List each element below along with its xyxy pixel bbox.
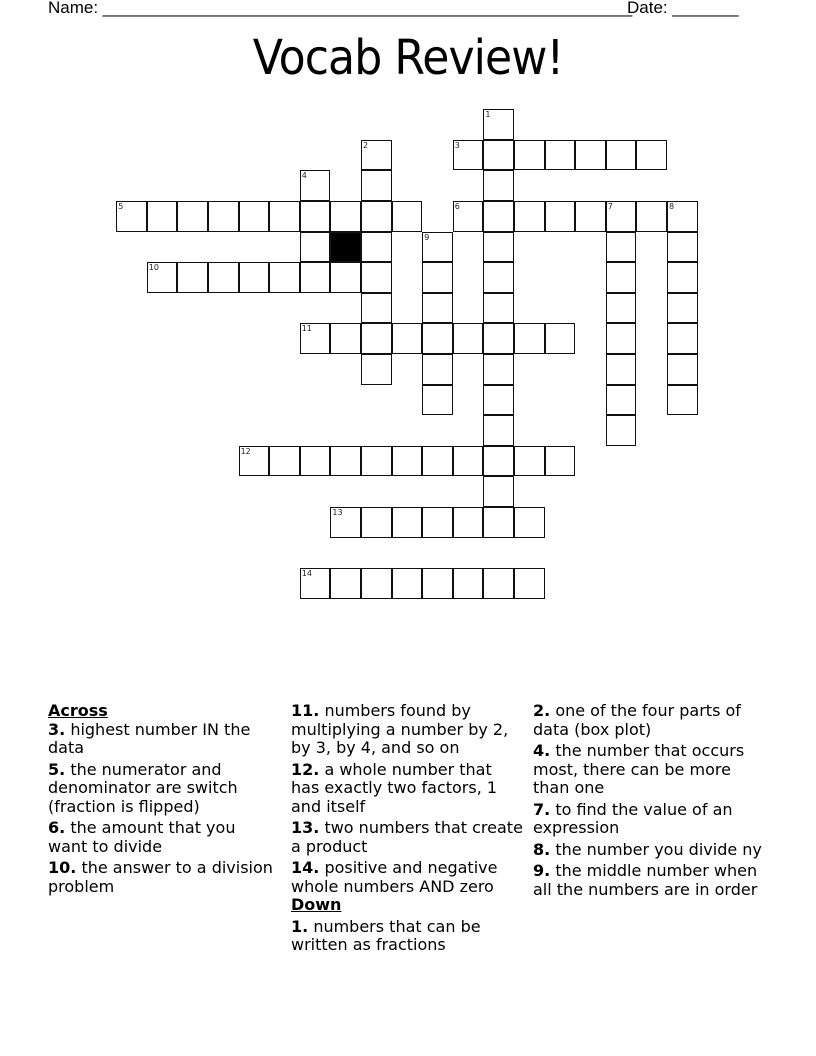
grid-cell[interactable] (422, 262, 453, 293)
grid-cell[interactable] (667, 354, 698, 385)
grid-cell[interactable] (606, 293, 637, 324)
clue-across-10 (48, 859, 273, 896)
grid-cell[interactable] (545, 323, 576, 354)
grid-cell[interactable] (606, 385, 637, 416)
grid-cell[interactable] (667, 385, 698, 416)
grid-cell[interactable] (453, 201, 484, 232)
cell-number: 4 (301, 171, 307, 181)
grid-cell[interactable] (453, 446, 484, 477)
clue-down-1 (291, 918, 523, 955)
clue-text: highest number IN the data (48, 719, 251, 757)
grid-cell[interactable] (514, 507, 545, 538)
clue-number: 4. (533, 741, 551, 760)
grid-cell[interactable] (330, 507, 361, 538)
black-cell (330, 232, 361, 263)
grid-cell[interactable] (300, 568, 331, 599)
grid-cell[interactable] (147, 201, 178, 232)
grid-cell[interactable] (483, 354, 514, 385)
clue-across-14 (291, 859, 523, 896)
grid-cell[interactable] (606, 415, 637, 446)
grid-cell[interactable] (422, 385, 453, 416)
grid-cell[interactable] (667, 232, 698, 263)
grid-cell[interactable] (361, 170, 392, 201)
grid-cell[interactable] (514, 568, 545, 599)
cell-number: 3 (454, 140, 460, 150)
clue-text: to find the value of an expression (533, 799, 733, 837)
clue-number: 11. (291, 701, 320, 720)
clue-across-6 (48, 819, 273, 856)
cell-number: 14 (301, 569, 312, 579)
clues-column-1 (48, 702, 273, 899)
grid-cell[interactable] (606, 201, 637, 232)
grid-cell[interactable] (422, 568, 453, 599)
across-heading: Across (48, 701, 108, 720)
grid-cell[interactable] (116, 201, 147, 232)
grid-cell[interactable] (177, 262, 208, 293)
grid-cell[interactable] (422, 323, 453, 354)
grid-cell[interactable] (361, 568, 392, 599)
grid-cell[interactable] (545, 140, 576, 171)
cell-number: 8 (669, 202, 675, 211)
cell-number: 2 (363, 140, 369, 150)
grid-cell[interactable] (483, 476, 514, 507)
grid-cell[interactable] (361, 201, 392, 232)
clues-column-2 (291, 702, 523, 958)
clue-number: 13. (291, 818, 320, 837)
grid-cell[interactable] (422, 507, 453, 538)
grid-cell[interactable] (453, 568, 484, 599)
grid-cell[interactable] (239, 446, 270, 477)
grid-cell[interactable] (208, 262, 239, 293)
grid-cell[interactable] (575, 140, 606, 171)
grid-cell[interactable] (361, 140, 392, 171)
clue-number: 3. (48, 719, 66, 739)
grid-cell[interactable] (545, 446, 576, 477)
clue-number: 5. (48, 759, 66, 779)
clue-number: 9. (533, 861, 551, 880)
clue-text: a whole number that has exactly two factors, 1 and itself (291, 759, 498, 816)
grid-cell[interactable] (453, 323, 484, 354)
cell-number: 7 (607, 202, 613, 211)
grid-cell[interactable] (422, 293, 453, 324)
clue-down-8 (533, 841, 765, 860)
clue-number: 7. (533, 799, 551, 819)
grid-cell[interactable] (606, 140, 637, 171)
clue-down-9 (533, 862, 765, 899)
grid-cell[interactable] (330, 568, 361, 599)
cell-number: 1 (485, 110, 491, 120)
grid-cell[interactable] (422, 446, 453, 477)
clue-down-4 (533, 742, 765, 798)
grid-cell[interactable] (330, 323, 361, 354)
grid-cell[interactable] (514, 323, 545, 354)
cell-number: 6 (454, 202, 460, 211)
grid-cell[interactable] (422, 232, 453, 263)
grid-cell[interactable] (392, 446, 423, 477)
clue-text: the numerator and denominator are switch (fraction is flipped) (48, 759, 238, 816)
grid-cell[interactable] (330, 201, 361, 232)
grid-cell[interactable] (453, 140, 484, 171)
grid-cell[interactable] (392, 568, 423, 599)
grid-cell[interactable] (361, 507, 392, 538)
grid-cell[interactable] (514, 201, 545, 232)
grid-cell[interactable] (239, 201, 270, 232)
grid-cell[interactable] (330, 262, 361, 293)
grid-cell[interactable] (606, 262, 637, 293)
clue-across-11 (291, 702, 523, 758)
grid-cell[interactable] (483, 293, 514, 324)
clue-across-5 (48, 761, 273, 817)
clue-number: 10. (48, 858, 77, 877)
grid-cell[interactable] (606, 323, 637, 354)
grid-cell[interactable] (422, 354, 453, 385)
cell-number: 5 (118, 202, 124, 211)
grid-cell[interactable] (483, 232, 514, 263)
grid-cell[interactable] (300, 323, 331, 354)
clue-number: 2. (533, 701, 551, 720)
cell-number: 10 (148, 263, 159, 273)
grid-cell[interactable] (483, 140, 514, 171)
grid-cell[interactable] (636, 201, 667, 232)
grid-cell[interactable] (453, 507, 484, 538)
grid-cell[interactable] (636, 140, 667, 171)
page-title: Vocab Review! (252, 30, 564, 86)
grid-cell[interactable] (606, 354, 637, 385)
clue-down-2 (533, 702, 765, 739)
grid-cell[interactable] (330, 446, 361, 477)
date-field[interactable]: Date: _______ (627, 0, 739, 17)
grid-cell[interactable] (483, 507, 514, 538)
grid-cell[interactable] (269, 201, 300, 232)
grid-cell[interactable] (361, 262, 392, 293)
grid-cell[interactable] (300, 232, 331, 263)
clue-across-12 (291, 761, 523, 817)
grid-cell[interactable] (483, 446, 514, 477)
clue-text: the middle number when all the numbers are in order (533, 861, 758, 899)
grid-cell[interactable] (300, 170, 331, 201)
cell-number: 12 (240, 446, 251, 456)
grid-cell[interactable] (483, 385, 514, 416)
clue-across-3 (48, 721, 273, 758)
clue-number: 1. (291, 916, 309, 936)
grid-cell[interactable] (483, 109, 514, 140)
grid-cell[interactable] (483, 201, 514, 232)
grid-cell[interactable] (392, 507, 423, 538)
grid-cell[interactable] (483, 262, 514, 293)
grid-cell[interactable] (483, 415, 514, 446)
grid-cell[interactable] (667, 323, 698, 354)
clue-number: 6. (48, 818, 66, 837)
grid-cell[interactable] (239, 262, 270, 293)
clue-text: numbers that can be written as fractions (291, 916, 481, 954)
grid-cell[interactable] (361, 232, 392, 263)
grid-cell[interactable] (177, 201, 208, 232)
grid-cell[interactable] (483, 323, 514, 354)
cell-number: 13 (332, 508, 343, 517)
clue-down-7 (533, 801, 765, 838)
clue-text: one of the four parts of data (box plot) (533, 701, 741, 739)
clue-text: the number you divide ny (555, 839, 762, 859)
grid-cell[interactable] (300, 201, 331, 232)
grid-cell[interactable] (392, 201, 423, 232)
grid-cell[interactable] (269, 446, 300, 477)
grid-cell[interactable] (667, 201, 698, 232)
grid-cell[interactable] (361, 293, 392, 324)
grid-cell[interactable] (361, 323, 392, 354)
name-field[interactable]: Name: ________________________________________________________ (48, 0, 633, 17)
grid-cell[interactable] (361, 354, 392, 385)
clue-number: 8. (533, 839, 551, 859)
clue-number: 12. (291, 759, 320, 779)
clue-across-13 (291, 819, 523, 856)
grid-cell[interactable] (269, 262, 300, 293)
grid-cell[interactable] (667, 262, 698, 293)
grid-cell[interactable] (147, 262, 178, 293)
clues-column-3 (533, 702, 765, 902)
down-heading: Down (291, 895, 342, 914)
grid-cell[interactable] (361, 446, 392, 477)
grid-cell[interactable] (514, 446, 545, 477)
cell-number: 11 (301, 324, 312, 334)
grid-cell[interactable] (606, 232, 637, 263)
grid-cell[interactable] (208, 201, 239, 232)
clue-text: two numbers that create a product (291, 818, 523, 856)
cell-number: 9 (424, 232, 430, 242)
grid-cell[interactable] (575, 201, 606, 232)
clue-text: positive and negative whole numbers AND zero (291, 858, 498, 896)
grid-cell[interactable] (300, 262, 331, 293)
grid-cell[interactable] (300, 446, 331, 477)
grid-cell[interactable] (514, 140, 545, 171)
grid-cell[interactable] (667, 293, 698, 324)
clue-text: numbers found by multiplying a number by 2, by 3, by 4, and so on (291, 701, 509, 757)
clue-text: the amount that you want to divide (48, 818, 236, 856)
clue-number: 14. (291, 858, 320, 877)
grid-cell[interactable] (483, 568, 514, 599)
clue-text: the number that occurs most, there can be more than one (533, 741, 745, 797)
grid-cell[interactable] (483, 170, 514, 201)
grid-cell[interactable] (545, 201, 576, 232)
clue-text: the answer to a division problem (48, 858, 273, 896)
grid-cell[interactable] (392, 323, 423, 354)
